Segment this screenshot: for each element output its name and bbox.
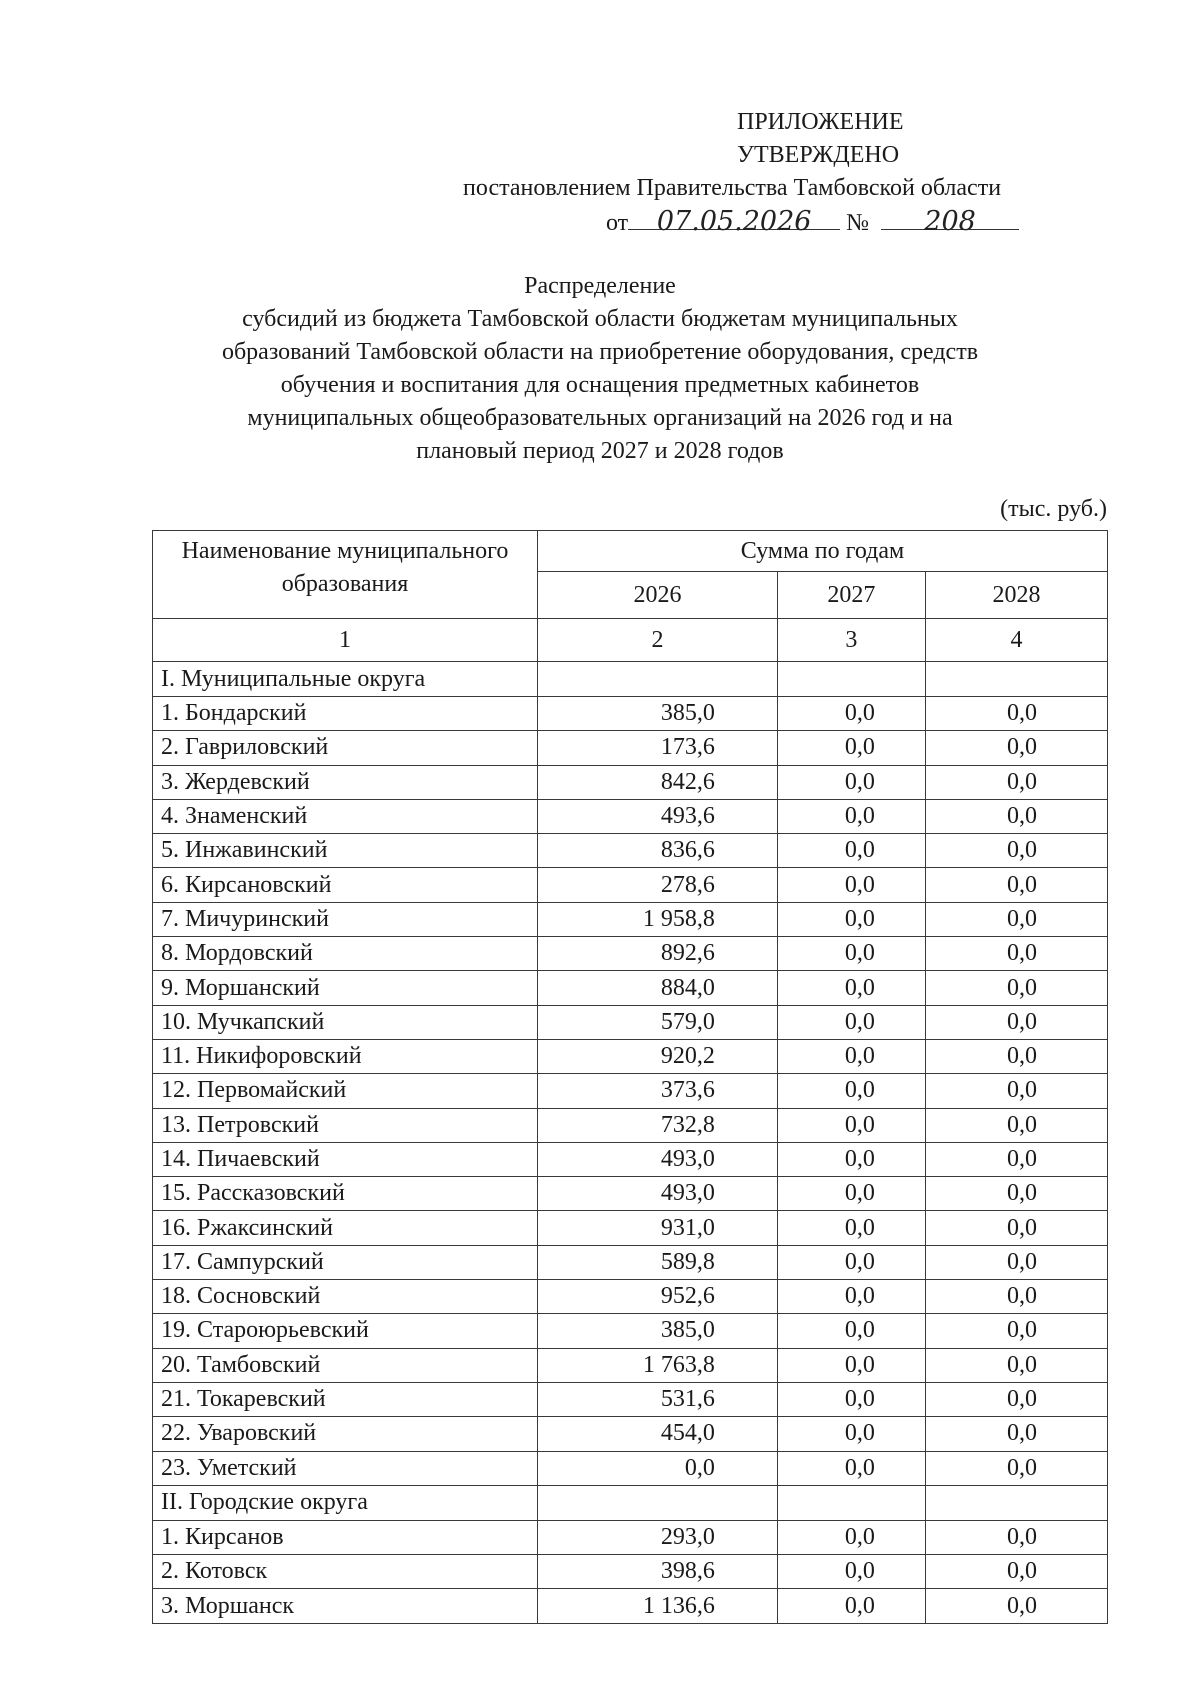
column-index-row — [153, 619, 1108, 662]
value-2028: 0,0 — [925, 1108, 1107, 1142]
annex-label: ПРИЛОЖЕНИЕ — [737, 109, 904, 135]
value-2026: 931,0 — [538, 1211, 778, 1245]
value-2028: 0,0 — [925, 1314, 1107, 1348]
section-title: I. Муниципальные округа — [153, 662, 538, 697]
value-2026: 836,6 — [538, 834, 778, 868]
municipality-name: 10. Мучкапский — [153, 1005, 538, 1039]
value-2028: 0,0 — [925, 1382, 1107, 1416]
empty-cell — [925, 662, 1107, 697]
table-row — [153, 1417, 1108, 1451]
date-field — [628, 205, 840, 237]
value-2028: 0,0 — [925, 868, 1107, 902]
value-2026: 293,0 — [538, 1520, 778, 1554]
heading-line: субсидий из бюджета Тамбовской области бюджетам муниципальных — [242, 306, 958, 332]
value-2026: 493,0 — [538, 1142, 778, 1176]
unit-label: (тыс. руб.) — [1000, 496, 1107, 522]
value-2027: 0,0 — [777, 834, 925, 868]
value-2026: 385,0 — [538, 1314, 778, 1348]
value-2027: 0,0 — [777, 1177, 925, 1211]
value-2028: 0,0 — [925, 1142, 1107, 1176]
date-prefix: от — [606, 210, 629, 236]
value-2027: 0,0 — [777, 1382, 925, 1416]
municipality-name: 18. Сосновский — [153, 1280, 538, 1314]
municipality-name: 1. Кирсанов — [153, 1520, 538, 1554]
table-row — [153, 971, 1108, 1005]
value-2026: 732,8 — [538, 1108, 778, 1142]
section-row — [153, 1485, 1108, 1520]
municipality-name: 9. Моршанский — [153, 971, 538, 1005]
value-2028: 0,0 — [925, 1348, 1107, 1382]
value-2026: 385,0 — [538, 697, 778, 731]
value-2027: 0,0 — [777, 1589, 925, 1623]
header-year: 2028 — [925, 572, 1107, 619]
column-index: 3 — [777, 619, 925, 662]
value-2027: 0,0 — [777, 902, 925, 936]
table-row — [153, 1142, 1108, 1176]
heading-line: обучения и воспитания для оснащения предметных кабинетов — [280, 372, 920, 398]
value-2027: 0,0 — [777, 1074, 925, 1108]
value-2028: 0,0 — [925, 1589, 1107, 1623]
table-row — [153, 1177, 1108, 1211]
column-index: 1 — [153, 619, 538, 662]
municipality-name: 11. Никифоровский — [153, 1039, 538, 1073]
value-2026: 952,6 — [538, 1280, 778, 1314]
table-row — [153, 834, 1108, 868]
table-row — [153, 1382, 1108, 1416]
value-2027: 0,0 — [777, 765, 925, 799]
header-year: 2027 — [777, 572, 925, 619]
municipality-name: 22. Уваровский — [153, 1417, 538, 1451]
empty-cell — [925, 1485, 1107, 1520]
value-2027: 0,0 — [777, 1211, 925, 1245]
date-number-line — [606, 205, 1019, 240]
heading-line: плановый период 2027 и 2028 годов — [416, 438, 784, 464]
table-row — [153, 1348, 1108, 1382]
table-row — [153, 1108, 1108, 1142]
value-2026: 842,6 — [538, 765, 778, 799]
table-row — [153, 1280, 1108, 1314]
municipality-name: 17. Сампурский — [153, 1245, 538, 1279]
approved-label: УТВЕРЖДЕНО — [737, 142, 900, 168]
value-2026: 1 958,8 — [538, 902, 778, 936]
header-year: 2026 — [538, 572, 778, 619]
value-2027: 0,0 — [777, 1451, 925, 1485]
value-2028: 0,0 — [925, 902, 1107, 936]
value-2026: 493,0 — [538, 1177, 778, 1211]
value-2027: 0,0 — [777, 1245, 925, 1279]
table-row — [153, 765, 1108, 799]
municipality-name: 23. Уметский — [153, 1451, 538, 1485]
municipality-name: 13. Петровский — [153, 1108, 538, 1142]
value-2026: 454,0 — [538, 1417, 778, 1451]
value-2028: 0,0 — [925, 1245, 1107, 1279]
value-2027: 0,0 — [777, 1280, 925, 1314]
value-2027: 0,0 — [777, 971, 925, 1005]
value-2028: 0,0 — [925, 1039, 1107, 1073]
value-2028: 0,0 — [925, 1417, 1107, 1451]
value-2028: 0,0 — [925, 834, 1107, 868]
value-2028: 0,0 — [925, 937, 1107, 971]
table-row — [153, 1005, 1108, 1039]
value-2027: 0,0 — [777, 937, 925, 971]
empty-cell — [538, 662, 778, 697]
municipality-name: 2. Гавриловский — [153, 731, 538, 765]
value-2026: 398,6 — [538, 1555, 778, 1589]
value-2028: 0,0 — [925, 1555, 1107, 1589]
value-2028: 0,0 — [925, 697, 1107, 731]
value-2026: 1 763,8 — [538, 1348, 778, 1382]
municipality-name: 6. Кирсановский — [153, 868, 538, 902]
municipality-name: 7. Мичуринский — [153, 902, 538, 936]
value-2028: 0,0 — [925, 1520, 1107, 1554]
handwritten-number: 208 — [924, 206, 976, 237]
value-2028: 0,0 — [925, 1005, 1107, 1039]
handwritten-date: 07.05.2026 — [656, 206, 812, 237]
number-field — [881, 205, 1019, 237]
document-heading — [150, 270, 1050, 468]
table-row — [153, 937, 1108, 971]
header-name: Наименование муниципального образования — [153, 531, 538, 619]
municipality-name: 2. Котовск — [153, 1555, 538, 1589]
table-row — [153, 1074, 1108, 1108]
header-sum: Сумма по годам — [538, 531, 1108, 572]
value-2028: 0,0 — [925, 1451, 1107, 1485]
section-title: II. Городские округа — [153, 1485, 538, 1520]
table-row — [153, 1314, 1108, 1348]
value-2026: 531,6 — [538, 1382, 778, 1416]
table-row — [153, 868, 1108, 902]
heading-line: образований Тамбовской области на приобретение оборудования, средств — [221, 339, 979, 365]
distribution-table — [152, 530, 1108, 1624]
value-2028: 0,0 — [925, 1211, 1107, 1245]
value-2027: 0,0 — [777, 868, 925, 902]
municipality-name: 12. Первомайский — [153, 1074, 538, 1108]
value-2028: 0,0 — [925, 731, 1107, 765]
value-2027: 0,0 — [777, 1142, 925, 1176]
municipality-name: 20. Тамбовский — [153, 1348, 538, 1382]
value-2026: 278,6 — [538, 868, 778, 902]
value-2026: 493,6 — [538, 799, 778, 833]
empty-cell — [777, 662, 925, 697]
value-2027: 0,0 — [777, 1108, 925, 1142]
value-2027: 0,0 — [777, 1348, 925, 1382]
section-row — [153, 662, 1108, 697]
municipality-name: 5. Инжавинский — [153, 834, 538, 868]
table-row — [153, 1520, 1108, 1554]
value-2026: 0,0 — [538, 1451, 778, 1485]
value-2026: 892,6 — [538, 937, 778, 971]
value-2026: 579,0 — [538, 1005, 778, 1039]
value-2028: 0,0 — [925, 799, 1107, 833]
value-2028: 0,0 — [925, 765, 1107, 799]
value-2027: 0,0 — [777, 1555, 925, 1589]
value-2027: 0,0 — [777, 1314, 925, 1348]
municipality-name: 16. Ржаксинский — [153, 1211, 538, 1245]
table-row — [153, 1211, 1108, 1245]
number-prefix: № — [846, 210, 870, 236]
value-2026: 589,8 — [538, 1245, 778, 1279]
decree-line: постановлением Правительства Тамбовской области — [463, 175, 1002, 201]
municipality-name: 1. Бондарский — [153, 697, 538, 731]
value-2026: 373,6 — [538, 1074, 778, 1108]
value-2027: 0,0 — [777, 1039, 925, 1073]
table-row — [153, 902, 1108, 936]
heading-line: Распределение — [524, 273, 676, 299]
value-2028: 0,0 — [925, 1074, 1107, 1108]
municipality-name: 8. Мордовский — [153, 937, 538, 971]
heading-line: муниципальных общеобразовательных организаций на 2026 год и на — [247, 405, 953, 431]
table-row — [153, 1589, 1108, 1623]
value-2026: 884,0 — [538, 971, 778, 1005]
municipality-name: 21. Токаревский — [153, 1382, 538, 1416]
municipality-name: 15. Рассказовский — [153, 1177, 538, 1211]
table-row — [153, 731, 1108, 765]
table-row — [153, 1555, 1108, 1589]
municipality-name: 19. Староюрьевский — [153, 1314, 538, 1348]
value-2027: 0,0 — [777, 697, 925, 731]
table-body — [153, 619, 1108, 1624]
value-2027: 0,0 — [777, 1520, 925, 1554]
municipality-name: 3. Жердевский — [153, 765, 538, 799]
value-2028: 0,0 — [925, 1177, 1107, 1211]
value-2028: 0,0 — [925, 1280, 1107, 1314]
table-row — [153, 799, 1108, 833]
value-2027: 0,0 — [777, 799, 925, 833]
empty-cell — [538, 1485, 778, 1520]
municipality-name: 4. Знаменский — [153, 799, 538, 833]
column-index: 2 — [538, 619, 778, 662]
value-2026: 173,6 — [538, 731, 778, 765]
table-row — [153, 1245, 1108, 1279]
table-row — [153, 1451, 1108, 1485]
table-row — [153, 1039, 1108, 1073]
value-2026: 1 136,6 — [538, 1589, 778, 1623]
municipality-name: 3. Моршанск — [153, 1589, 538, 1623]
empty-cell — [777, 1485, 925, 1520]
municipality-name: 14. Пичаевский — [153, 1142, 538, 1176]
value-2028: 0,0 — [925, 971, 1107, 1005]
value-2026: 920,2 — [538, 1039, 778, 1073]
value-2027: 0,0 — [777, 1417, 925, 1451]
column-index: 4 — [925, 619, 1107, 662]
value-2027: 0,0 — [777, 1005, 925, 1039]
table-row — [153, 697, 1108, 731]
value-2027: 0,0 — [777, 731, 925, 765]
